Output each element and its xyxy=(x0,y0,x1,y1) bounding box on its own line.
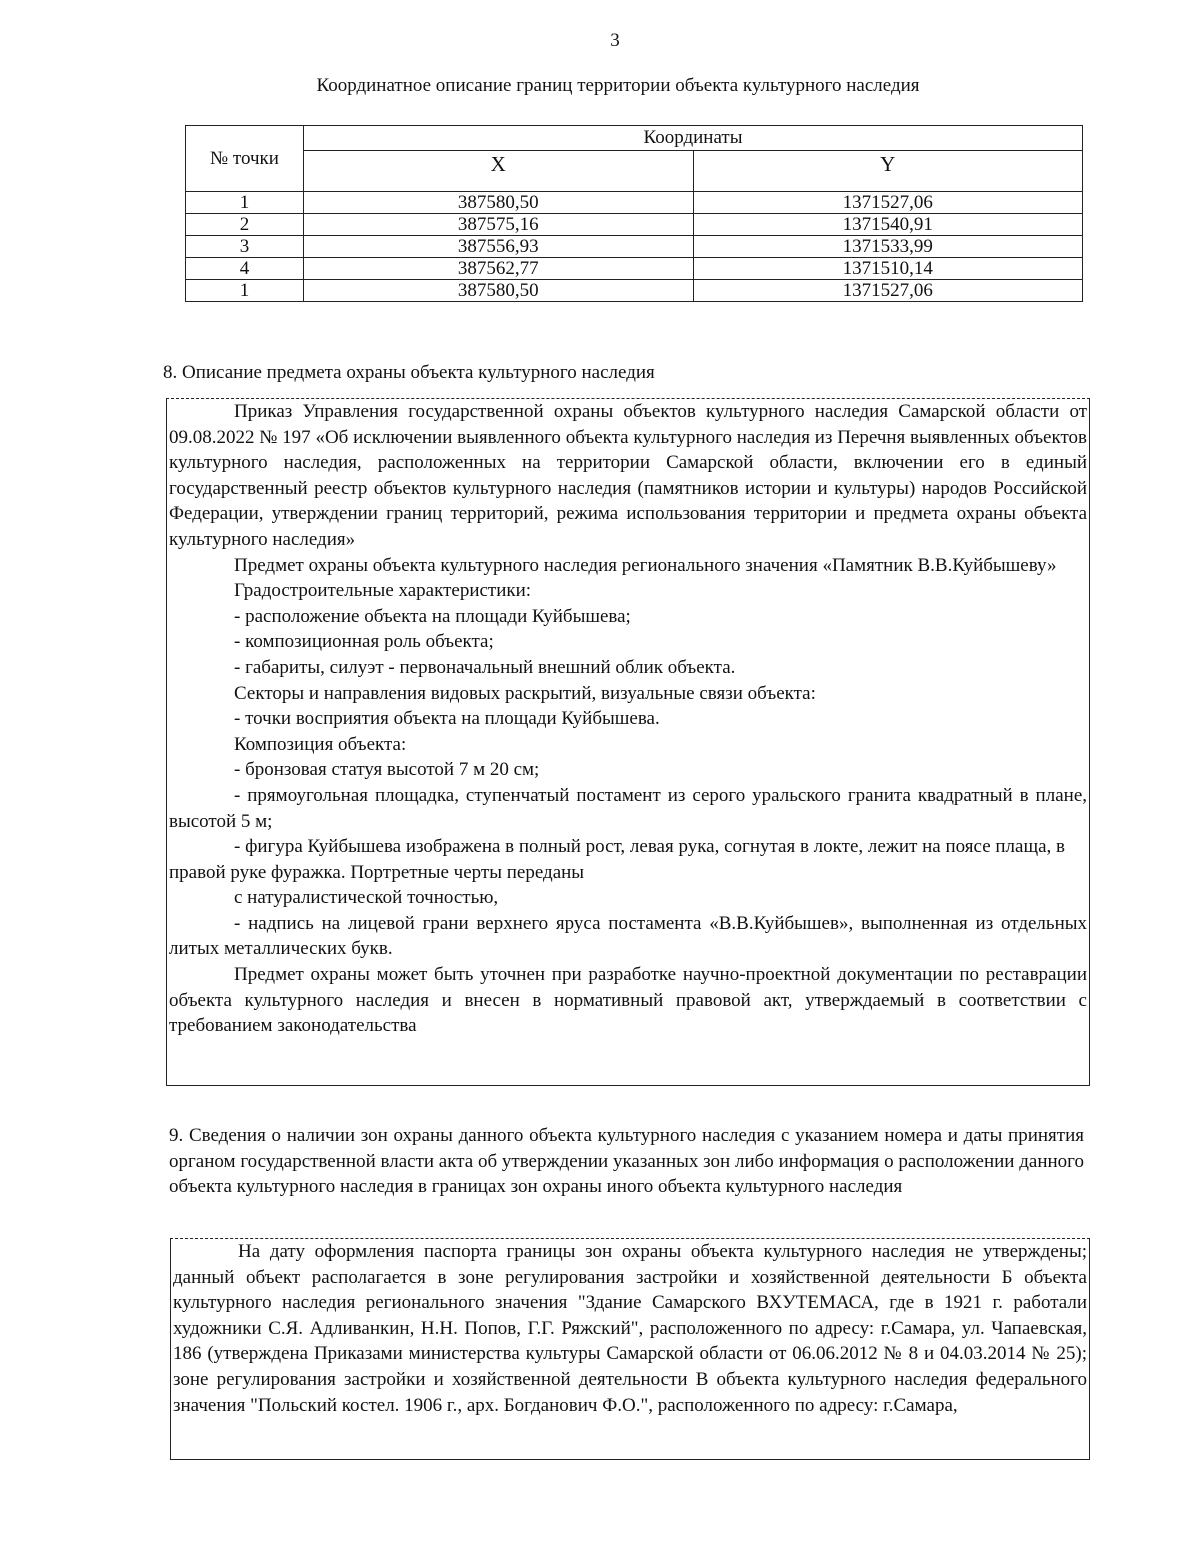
cell-point: 4 xyxy=(186,258,304,280)
list-item: - расположение объекта на площади Куйбышева; xyxy=(234,605,631,627)
table-row xyxy=(186,192,1083,214)
cell-y: 1371527,06 xyxy=(693,192,1083,214)
list-item: - точки восприятия объекта на площади Куйбышева. xyxy=(234,708,660,730)
cell-point: 1 xyxy=(186,280,304,302)
header-coordinates: Координаты xyxy=(304,126,1083,151)
table-row xyxy=(186,214,1083,236)
table-row xyxy=(186,236,1083,258)
cell-x: 387580,50 xyxy=(304,280,694,302)
section-9-title-text: 9. Сведения о наличии зон охраны данного объекта культурного наследия с указанием номера и даты принятия органом государственной власти акта об утверждении указанных зон либо информация о расположении данного объекта культурного наследия в границах зон охраны иного объекта культурного наследия xyxy=(169,1125,1084,1197)
cell-x: 387575,16 xyxy=(304,214,694,236)
cell-x: 387580,50 xyxy=(304,192,694,214)
table-row xyxy=(186,280,1083,302)
section-8-box xyxy=(166,398,1090,1086)
header-x: X xyxy=(304,151,694,192)
view-sectors-heading: Секторы и направления видовых раскрытий, визуальные связи объекта: xyxy=(234,682,816,704)
composition-heading: Композиция объекта: xyxy=(234,733,407,755)
list-item: - надпись на лицевой грани верхнего яруса постамента «В.В.Куйбышев», выполненная из отдельных литых металлических букв. xyxy=(169,912,1087,960)
order-reference-paragraph: Приказ Управления государственной охраны объектов культурного наследия Самарской области от 09.08.2022 № 197 «Об исключении выявленного объекта культурного наследия из Перечня выявленных объектов культурного наследия, расположенных на территории Самарской области, включении его в единый государственный реестр объектов культурного наследия (памятников истории и культуры) народов Российской Федерации, утверждении границ территорий, режима использования территории и предмета охраны объекта культурного наследия» xyxy=(169,401,1087,550)
protection-subject-paragraph: Предмет охраны объекта культурного наследия регионального значения «Памятник В.В.Куйбышеву» xyxy=(234,554,1057,576)
list-item: - бронзовая статуя высотой 7 м 20 см; xyxy=(234,759,540,781)
list-item: - габариты, силуэт - первоначальный внешний облик объекта. xyxy=(234,656,736,678)
table-row xyxy=(186,258,1083,280)
cell-y: 1371527,06 xyxy=(693,280,1083,302)
header-point-number: № точки xyxy=(186,126,304,192)
clarification-paragraph: Предмет охраны может быть уточнен при разработке научно-проектной документации по реставрации объекта культурного наследия и внесен в нормативный правовой акт, утверждаемый в соответствии с требованием законодательства xyxy=(169,964,1087,1037)
coordinates-table xyxy=(185,125,1083,302)
list-item: с натуралистической точностью, xyxy=(234,887,499,909)
urban-characteristics-heading: Градостроительные характеристики: xyxy=(234,580,532,602)
section-9-title xyxy=(169,1123,1084,1200)
cell-point: 2 xyxy=(186,214,304,236)
list-item: - прямоугольная площадка, ступенчатый постамент из серого уральского гранита квадратный в плане, высотой 5 м; xyxy=(169,784,1087,832)
coordinates-table-title: Координатное описание границ территории объекта культурного наследия xyxy=(316,75,920,96)
cell-point: 3 xyxy=(186,236,304,258)
cell-x: 387562,77 xyxy=(304,258,694,280)
section-8-title: 8. Описание предмета охраны объекта культурного наследия xyxy=(163,362,655,383)
section-9-box xyxy=(170,1238,1090,1460)
cell-y: 1371540,91 xyxy=(693,214,1083,236)
cell-y: 1371533,99 xyxy=(693,236,1083,258)
list-item: - композиционная роль объекта; xyxy=(234,631,494,653)
cell-point: 1 xyxy=(186,192,304,214)
list-item: - фигура Куйбышева изображена в полный рост, левая рука, согнутая в локте, лежит на поясе плаща, в правой руке фуражка. Портретные черты переданы xyxy=(169,836,1065,883)
cell-x: 387556,93 xyxy=(304,236,694,258)
protection-zones-paragraph: На дату оформления паспорта границы зон охраны объекта культурного наследия не утверждены; данный объект располагается в зоне регулирования застройки и хозяйственной деятельности Б объекта культурного наследия регионального значения "Здание Самарского ВХУТЕМАСА, где в 1921 г. работали художники С.Я. Адливанкин, Н.Н. Попов, Г.Г. Ряжский", расположенного по адресу: г.Самара, ул. Чапаевская, 186 (утверждена Приказами министерства культуры Самарской области от 06.06.2012 № 8 и 04.03.2014 № 25); зоне регулирования застройки и хозяйственной деятельности В объекта культурного наследия федерального значения "Польский костел. 1906 г., арх. Богданович Ф.О.", расположенного по адресу: г.Самара, xyxy=(173,1241,1087,1416)
cell-y: 1371510,14 xyxy=(693,258,1083,280)
page-number: 3 xyxy=(610,30,620,51)
header-y: Y xyxy=(693,151,1083,192)
